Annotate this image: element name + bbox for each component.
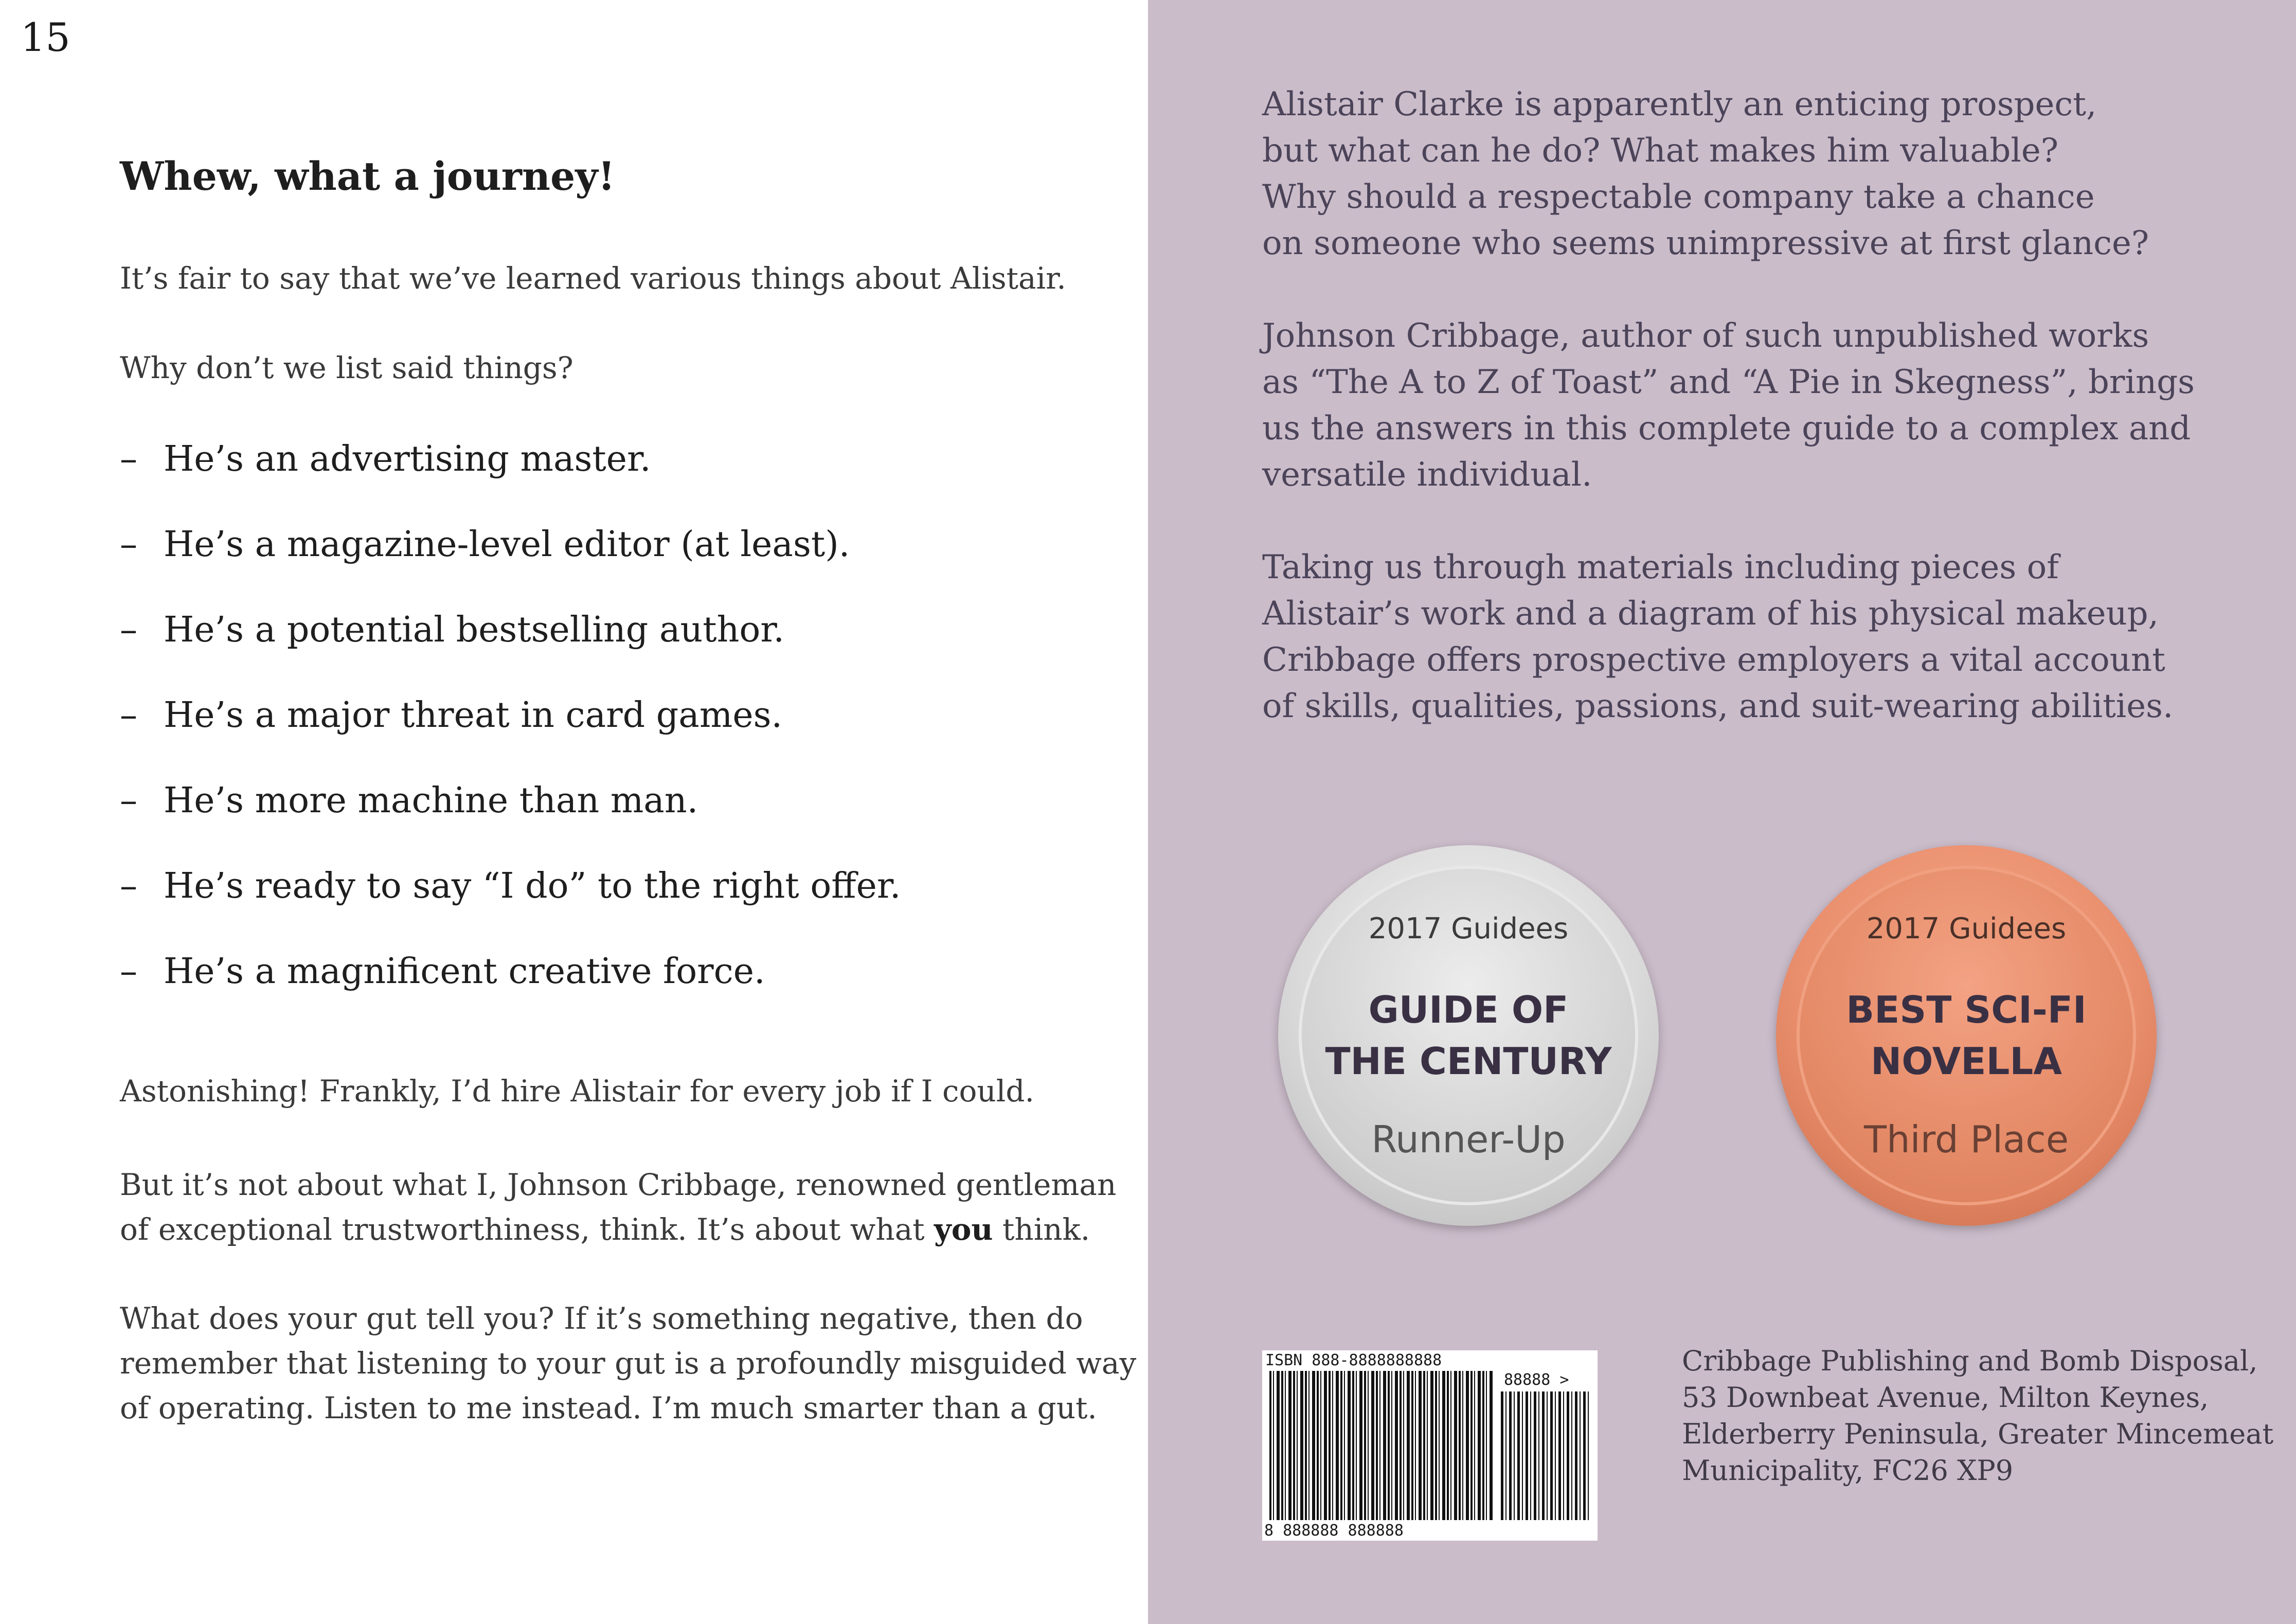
medal-year: 2017 Guidees — [1368, 912, 1569, 945]
page-number: 15 — [21, 14, 70, 60]
blurb-line: Johnson Cribbage, author of such unpublished works — [1262, 317, 2149, 355]
blurb-line: Alistair Clarke is apparently an enticing prospect, — [1262, 85, 2097, 123]
blurb-paragraph-3 — [1262, 544, 2173, 729]
qualities-list — [120, 437, 901, 1035]
medal-title-line: GUIDE OF — [1368, 988, 1569, 1031]
list-item — [120, 437, 901, 523]
barcode-addon-bars-icon — [1501, 1391, 1591, 1520]
medal-title-line: NOVELLA — [1871, 1040, 2062, 1083]
blurb-line: us the answers in this complete guide to a complex and — [1262, 409, 2191, 448]
blurb-paragraph-1 — [1262, 81, 2149, 266]
opinion-line-2 — [120, 1207, 1116, 1252]
list-item-text: He’s a potential bestselling author. — [164, 610, 784, 650]
blurb-line: Why should a respectable company take a chance — [1262, 178, 2095, 216]
medal-title — [1776, 984, 2157, 1087]
medal-title-line: BEST SCI-FI — [1846, 988, 2087, 1031]
medal-year: 2017 Guidees — [1866, 912, 2067, 945]
dash-bullet: – — [120, 439, 137, 479]
gut-line: What does your gut tell you? If it’s something negative, then do — [120, 1301, 1083, 1336]
medal-place: Runner-Up — [1371, 1118, 1566, 1161]
blurb-line: versatile individual. — [1262, 456, 1592, 494]
blurb-line: Taking us through materials including pieces of — [1262, 548, 2059, 586]
silver-medal-icon — [1278, 845, 1659, 1226]
question-paragraph: Why don’t we list said things? — [120, 350, 573, 385]
medal-place: Third Place — [1864, 1118, 2069, 1161]
list-item — [120, 779, 901, 864]
astonishing-paragraph: Astonishing! Frankly, I’d hire Alistair for every job if I could. — [120, 1074, 1034, 1109]
opinion-paragraph — [120, 1163, 1116, 1252]
barcode-isbn-text: ISBN 888-8888888888 — [1265, 1351, 1442, 1369]
dash-bullet: – — [120, 866, 137, 906]
list-item — [120, 693, 901, 779]
gut-line: remember that listening to your gut is a profoundly misguided way — [120, 1346, 1137, 1381]
list-item-text: He’s an advertising master. — [164, 439, 651, 479]
opinion-line-1: But it’s not about what I, Johnson Cribbage, renowned gentleman — [120, 1167, 1117, 1202]
blurb-line: as “The A to Z of Toast” and “A Pie in Skegness”, brings — [1262, 363, 2195, 401]
bronze-medal-icon — [1776, 845, 2157, 1226]
isbn-barcode — [1262, 1350, 1598, 1541]
gut-paragraph — [120, 1296, 1136, 1431]
blurb-line: on someone who seems unimpressive at first glance? — [1262, 224, 2149, 262]
barcode-addon-text: 88888 > — [1504, 1371, 1569, 1389]
opinion-line-2-end: think. — [993, 1212, 1090, 1247]
publisher-line: Municipality, FC26 XP9 — [1682, 1454, 2014, 1487]
back-cover — [1148, 0, 2296, 1624]
blurb-line: Alistair’s work and a diagram of his physical makeup, — [1262, 595, 2159, 633]
list-item — [120, 523, 901, 608]
opinion-line-2-start: of exceptional trustworthiness, think. It’s about what — [120, 1212, 935, 1247]
list-item-text: He’s a major threat in card games. — [164, 695, 783, 736]
publisher-address — [1682, 1343, 2273, 1489]
dash-bullet: – — [120, 695, 137, 736]
dash-bullet: – — [120, 951, 137, 992]
list-item-text: He’s ready to say “I do” to the right offer. — [164, 866, 901, 906]
list-item-text: He’s a magazine-level editor (at least). — [164, 524, 850, 565]
list-item — [120, 864, 901, 950]
list-item-text: He’s a magnificent creative force. — [164, 951, 765, 992]
barcode-number-text: 8 888888 888888 — [1264, 1522, 1404, 1540]
blurb-paragraph-2 — [1262, 313, 2195, 498]
publisher-line: 53 Downbeat Avenue, Milton Keynes, — [1682, 1381, 2209, 1414]
list-item — [120, 608, 901, 693]
barcode-bars-icon — [1269, 1371, 1493, 1520]
emphasis-you: you — [934, 1212, 993, 1247]
blurb-line: but what can he do? What makes him valuable? — [1262, 132, 2059, 170]
publisher-line: Cribbage Publishing and Bomb Disposal, — [1682, 1345, 2258, 1377]
gut-line: of operating. Listen to me instead. I’m much smarter than a gut. — [120, 1390, 1097, 1425]
list-item — [120, 950, 901, 1035]
page-heading: Whew, what a journey! — [120, 153, 615, 199]
medal-title-line: THE CENTURY — [1325, 1040, 1612, 1083]
dash-bullet: – — [120, 780, 137, 821]
dash-bullet: – — [120, 610, 137, 650]
blurb-line: Cribbage offers prospective employers a vital account — [1262, 641, 2165, 679]
medal-title — [1278, 984, 1659, 1087]
dash-bullet: – — [120, 524, 137, 565]
blurb-line: of skills, qualities, passions, and suit-wearing abilities. — [1262, 687, 2174, 725]
intro-paragraph: It’s fair to say that we’ve learned various things about Alistair. — [120, 261, 1066, 296]
list-item-text: He’s more machine than man. — [164, 780, 698, 821]
publisher-line: Elderberry Peninsula, Greater Mincemeat — [1682, 1418, 2274, 1450]
